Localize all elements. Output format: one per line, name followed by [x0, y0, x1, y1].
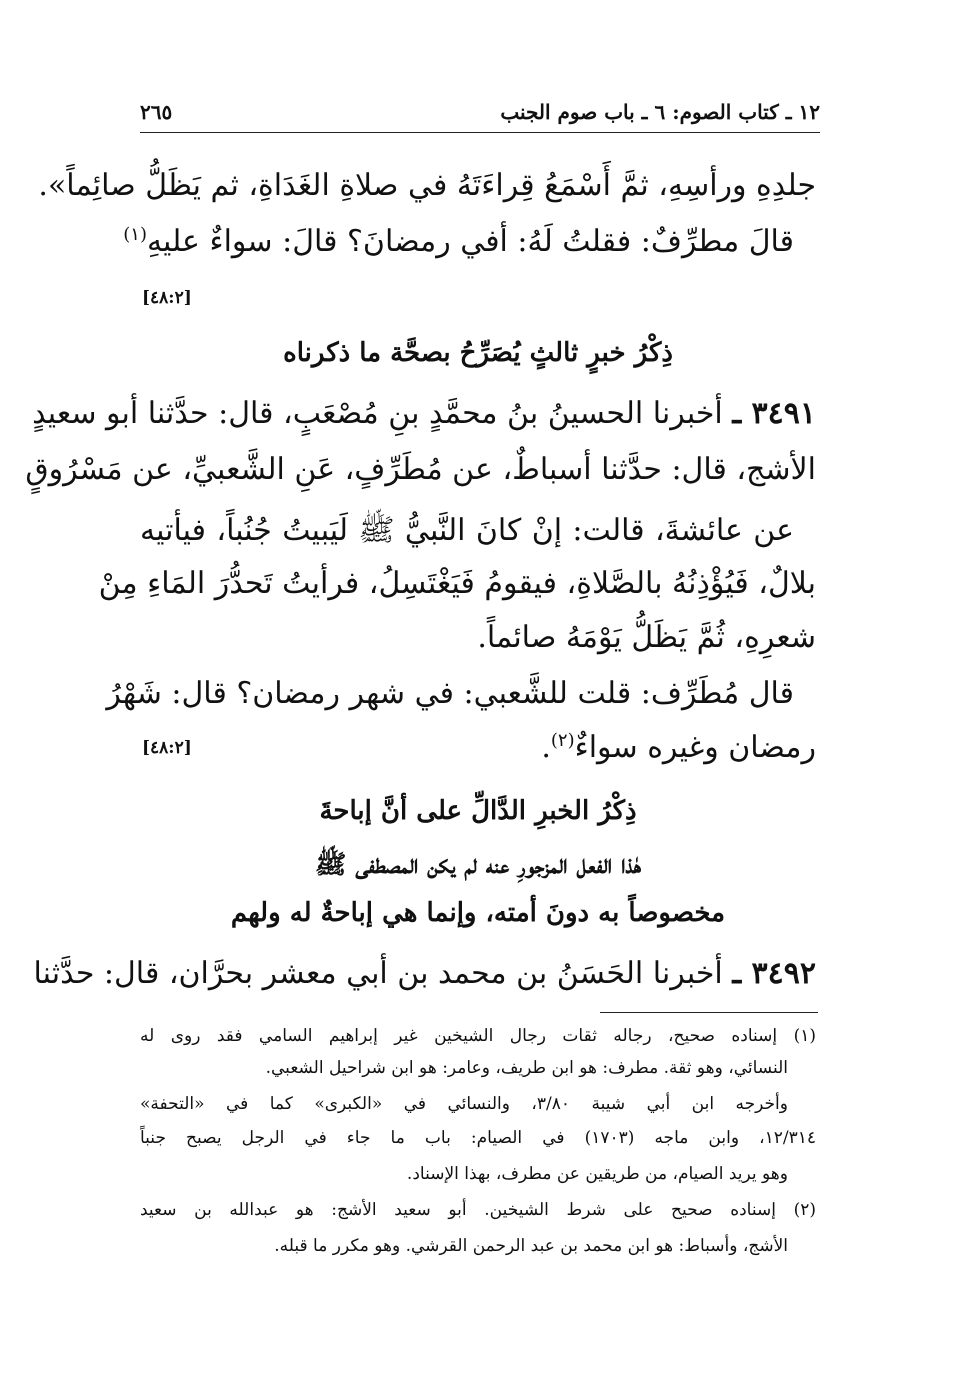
text-line: قالَ مطرِّفٌ: فقلتُ لَهُ: أفي رمضانَ؟ قالَ: سواءٌ عليهِ$^{(١)}$	[123, 224, 794, 259]
footnote-divider	[600, 1012, 818, 1013]
footnote-marker: (٢)	[550, 730, 575, 751]
section-heading-line: هٰذا الفعل المزجورِ عنه لم يكن المصطفى ﷺ	[314, 850, 642, 880]
footnote-line: (١) إسناده صحيح، رجاله ثقات رجال الشيخين غير إبراهيم السامي فقد روى له	[140, 1026, 816, 1046]
running-head: ١٢ ـ كتاب الصوم: ٦ ـ باب صوم الجنب	[500, 100, 820, 124]
hadith-number: ٣٤٩٢ ـ	[732, 956, 816, 991]
footnote-marker: (١)	[123, 224, 147, 245]
footnote-line: النسائي، وهو ثقة. مطرف: هو ابن طريف، وعامر: هو ابن شراحيل الشعبي.	[265, 1058, 788, 1078]
section-heading-line: ذِكْرُ الخبرِ الدَّالِّ على أنَّ إباحةَ	[319, 796, 637, 826]
reference-tag: [٤٨:٢]	[142, 288, 192, 308]
page-number: ٢٦٥	[140, 100, 173, 124]
hadith-3491-line: ٣٤٩١ ـ أخبرنا الحسينُ بنُ محمَّدٍ بنِ مُصْعَبٍ، قال: حدَّثنا أبو سعيدٍ	[32, 396, 816, 431]
footnote-line: وأخرجه ابن أبي شيبة ٣/٨٠، والنسائي في «الكبرى» كما في «التحفة»	[140, 1094, 788, 1114]
footnote-line: (٢) إسناده صحيح على شرط الشيخين. أبو سعيد الأشج: هو عبدالله بن سعيد	[140, 1200, 816, 1220]
page-header	[140, 98, 820, 133]
hadith-number: ٣٤٩١ ـ	[732, 396, 816, 431]
footnote-line: الأشج، وأسباط: هو ابن محمد بن عبد الرحمن القرشي. وهو مكرر ما قبله.	[274, 1236, 788, 1256]
hadith-3491-line: عن عائشةَ، قالت: إنْ كانَ النَّبيُّ ﷺ لَيَبيتُ جُنُباً، فيأتيه	[140, 513, 794, 548]
footnote-line: ١٢/٣١٤، وابن ماجه (١٧٠٣) في الصيام: باب ما جاء في الرجل يصبح جنباً	[140, 1128, 816, 1148]
section-heading-line: مخصوصاً به دونَ أمته، وإنما هي إباحةٌ له ولهم	[230, 898, 726, 928]
hadith-3491-line: الأشج، قال: حدَّثنا أسباطٌ، عن مُطَرِّفٍ، عَنِ الشَّعبيِّ، عن مَسْرُوقٍ	[25, 452, 816, 487]
footnote-line: وهو يريد الصيام، من طريقين عن مطرف، بهذا الإسناد.	[406, 1164, 788, 1184]
hadith-3491-line: بلالٌ، فَيُؤْذِنُهُ بالصَّلاةِ، فيقومُ فَيَغْتَسِلُ، فرأيتُ تَحدُّرَ المَاءِ مِنْ	[98, 566, 816, 601]
reference-tag: [٤٨:٢]	[142, 738, 192, 758]
section-heading: ذِكْرُ خبرٍ ثالثٍ يُصَرِّحُ بصحَّة ما ذكرناه	[283, 338, 673, 368]
hadith-3491-line: شعرِهِ، ثُمَّ يَظَلُّ يَوْمَهُ صائماً.	[477, 620, 816, 655]
hadith-3491-line: رمضان وغيره سواءٌ$^{(٢)}$.	[541, 730, 816, 765]
hadith-3491-line: قال مُطَرِّف: قلت للشَّعبي: في شهر رمضان؟ قال: شَهْرُ	[106, 676, 794, 711]
text-line: جلدِهِ ورأسِهِ، ثمَّ أَسْمَعُ قِراءَتَهُ في صلاةِ الغَدَاةِ، ثم يَظَلُّ صائِماً».	[38, 168, 816, 203]
hadith-3492-line: ٣٤٩٢ ـ أخبرنا الحَسَنُ بن محمد بن أبي معشر بحرَّان، قال: حدَّثنا	[33, 956, 816, 991]
